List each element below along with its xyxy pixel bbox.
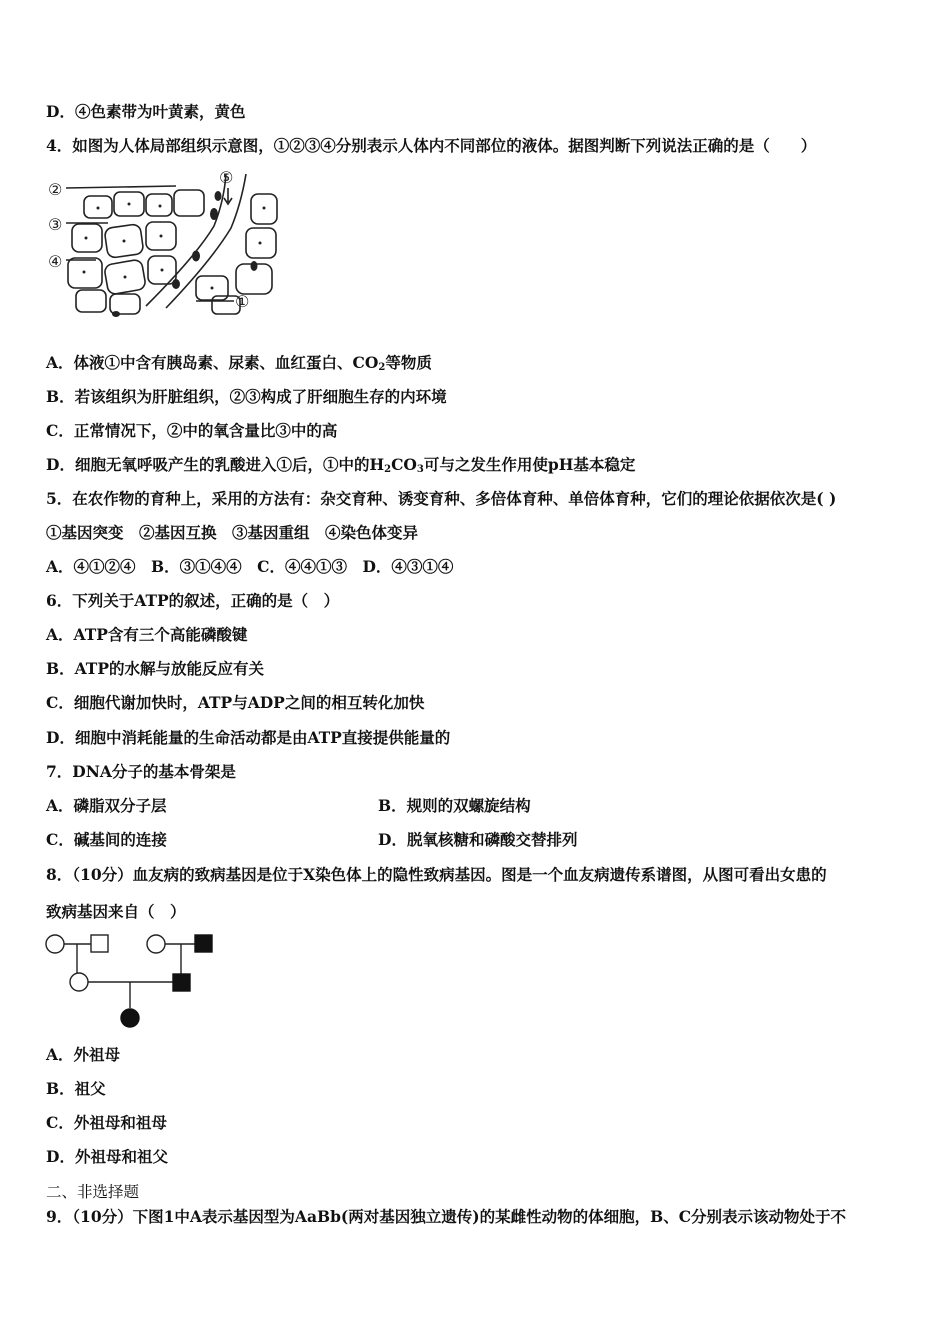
label-5: ⑤	[219, 168, 234, 187]
q6-option-a: A．ATP含有三个高能磷酸键	[46, 625, 248, 644]
section-title: 二、非选择题	[46, 1183, 140, 1201]
father-affected	[173, 974, 190, 991]
q9-stem: 9．（10分）下图1中A表示基因型为AaBb(两对基因独立遗传)的某雌性动物的体细胞，B、C分别表示该动物处于不	[46, 1207, 847, 1226]
blood-cell	[215, 191, 222, 201]
q8-option-d: D．外祖母和祖父	[46, 1147, 168, 1166]
q6-option-b: B．ATP的水解与放能反应有关	[46, 659, 264, 678]
paternal-grandmother	[147, 935, 165, 953]
blood-cell	[112, 311, 120, 317]
q6-option-d: D．细胞中消耗能量的生命活动都是由ATP直接提供能量的	[46, 728, 451, 747]
label-4: ④	[48, 252, 63, 271]
arrow-icon	[224, 188, 232, 204]
q7-stem: 7．DNA分子的基本骨架是	[46, 762, 236, 781]
blood-cell	[251, 261, 258, 271]
tissue-diagram	[46, 166, 286, 326]
q5-options: A．④①②④ B．③①④④ C．④④①③ D．④③①④	[46, 557, 454, 576]
mother	[70, 973, 88, 991]
q8-stem-line1: 8．（10分）血友病的致病基因是位于X染色体上的隐性致病基因。图是一个血友病遗传系谱图，从图可看出女患的	[46, 865, 827, 884]
q7-option-d: D．脱氧核糖和磷酸交替排列	[378, 830, 578, 849]
blood-cell	[192, 251, 200, 262]
blood-cell	[210, 208, 218, 220]
label-2: ②	[48, 180, 63, 199]
q7-option-a: A．磷脂双分子层	[46, 796, 167, 815]
q4-stem: 4．如图为人体局部组织示意图，①②③④分别表示人体内不同部位的液体。据图判断下列说法正确的是（ ）	[46, 136, 817, 155]
leader-line	[66, 186, 176, 188]
daughter-affected	[121, 1009, 139, 1027]
q4-option-a: A．体液①中含有胰岛素、尿素、血红蛋白、$CO_2$等物质	[46, 353, 432, 373]
q8-option-b: B．祖父	[46, 1079, 106, 1098]
q4-option-d: D．细胞无氧呼吸产生的乳酸进入①后，①中的$H_2CO_3$可与之发生作用使pH基本稳定	[46, 455, 636, 475]
q6-option-c: C．细胞代谢加快时，ATP与ADP之间的相互转化加快	[46, 693, 425, 712]
q5-items: ①基因突变 ②基因互换 ③基因重组 ④染色体变异	[46, 523, 419, 542]
maternal-grandfather	[91, 935, 108, 952]
q4-option-b: B．若该组织为肝脏组织，②③构成了肝细胞生存的内环境	[46, 387, 447, 406]
q3-option-d: D．④色素带为叶黄素，黄色	[46, 102, 246, 121]
label-1: ①	[235, 292, 250, 311]
label-3: ③	[48, 215, 63, 234]
q7-option-c: C．碱基间的连接	[46, 830, 167, 849]
pedigree-chart	[44, 932, 224, 1032]
q8-stem-line2: 致病基因来自（ ）	[46, 902, 186, 921]
q8-option-c: C．外祖母和祖母	[46, 1113, 167, 1132]
q8-option-a: A．外祖母	[46, 1045, 121, 1064]
blood-cell	[172, 279, 180, 289]
q7-option-b: B．规则的双螺旋结构	[378, 796, 531, 815]
q5-stem: 5．在农作物的育种上，采用的方法有：杂交育种、诱变育种、多倍体育种、单倍体育种，它们的理论依据依次是( )	[46, 489, 837, 508]
q4-option-c: C．正常情况下，②中的氧含量比③中的高	[46, 421, 338, 440]
paternal-grandfather-affected	[195, 935, 212, 952]
maternal-grandmother	[46, 935, 64, 953]
q6-stem: 6．下列关于ATP的叙述，正确的是（ ）	[46, 591, 340, 610]
